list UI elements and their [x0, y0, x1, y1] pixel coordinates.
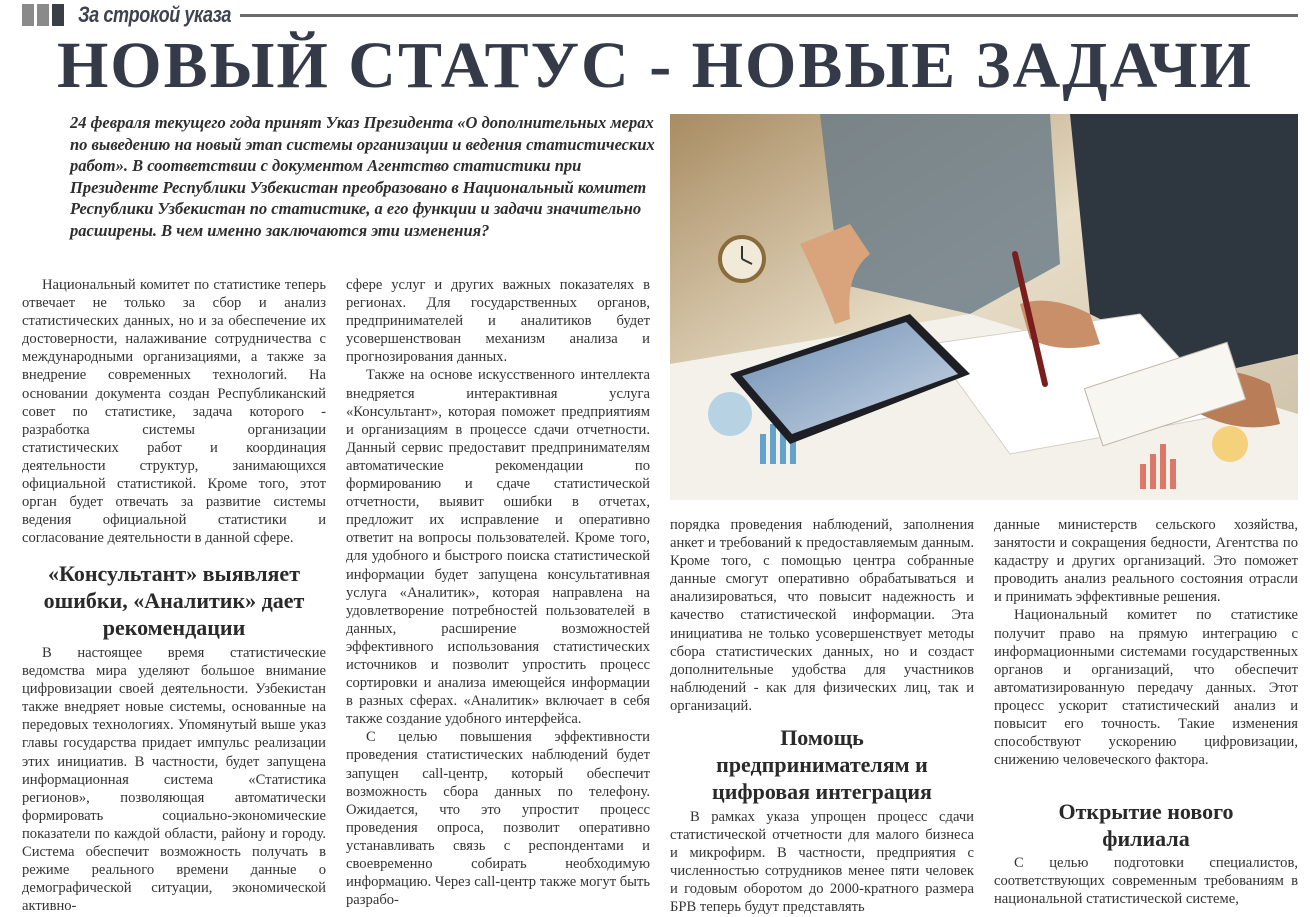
column-2 — [346, 276, 650, 909]
col3-paragraph-2: В рамках указа упрощен процесс сдачи статистической отчетности для малого бизнеса и микрофирм. В частности, предприятия с численностью сотрудников менее пяти человек и годовым оборотом до 2000-кратного размера БРВ теперь будут представлять — [670, 809, 974, 916]
col2-paragraph-1: сфере услуг и других важных показателях в регионах. Для государственных органов, предпринимателей и аналитиков будет усовершенствован механизм анализа и прогнозирования данных. — [346, 277, 650, 366]
col2-paragraph-2: Также на основе искусственного интеллекта внедряется интерактивная услуга «Консультант», которая поможет предприятиям и организациям в процессе сдачи отчетности. Данный сервис предоставит предпринимателям автоматические рекомендации по формированию и сдаче статистической отчетности, выявит ошибки в отчетах, предложит их исправление и оперативно ответит на вопросы пользователей. Кроме того, для удобного и быстрого поиска статистической информации будет запущена консультативная услуга «Аналитик», которая направлена на удовлетворение потребностей пользователей в данных, расширение возможностей эффективного использования статистических источников и позволит упростить процесс сортировки и анализа имеющейся информации в разных сферах. «Аналитик» включает в себя также создание удобного интерфейса. — [346, 367, 650, 728]
col1-paragraph-2: В настоящее время статистические ведомства мира уделяют большое внимание цифровизации своей деятельности. Узбекистан также внедряет новые системы, основанные на передовых технологиях. Упомянутый выше указ главы государства придает импульс реализации этих инициатив. В частности, будет запущена информационная система «Статистика регионов», позволяющая автоматически формировать социально-экономические показатели по каждой области, району и городу. Система обеспечит возможность получать в режиме реального времени данные о демографической ситуации, экономической активно- — [22, 645, 326, 915]
col1-paragraph-1: Национальный комитет по статистике теперь отвечает не только за сбор и анализ статистических данных, но и за обеспечение их достоверности, налаживание сотрудничества с международными организациями, а также за внедрение современных технологий. На основании документа создан Республиканский совет по статистике, задача которого - разработка системы организации статистических работ и координация деятельности структур, занимающихся официальной статистикой. Кроме того, этот орган будет отвечать за развитие системы ведения официальной статистики и согласование деятельности в данной сфере. — [22, 277, 326, 547]
col4-paragraph-1: данные министерств сельского хозяйства, занятости и сокращения бедности, Агентства по кадастру и других организаций. Это поможет проводить анализ реального состояния отрасли и принимать эффективные решения. — [994, 517, 1298, 606]
col4-paragraph-3: С целью подготовки специалистов, соответствующих современным требованиям в национальной статистической системе, — [994, 855, 1298, 908]
kicker-rule — [240, 14, 1298, 17]
column-4-cont — [994, 854, 1298, 908]
section-kicker — [0, 0, 1300, 28]
column-3-cont — [670, 808, 974, 917]
article-lead: 24 февраля текущего года принят Указ Президента «О дополнительных мерах по выведению на новый этап системы организации и ведения статистических работ». В соответствии с документом Агентство статистики при Президенте Республики Узбекистан преобразовано в Национальный комитет Республики Узбекистан по статистике, а его функции и задачи значительно расширены. В чем именно заключаются эти изменения? — [70, 113, 655, 240]
photo-illustration — [670, 114, 1298, 500]
col4-paragraph-2: Национальный комитет по статистике получит право на прямую интеграцию с информационными системами государственных органов и организаций, что обеспечит автоматизированную передачу данных. Этот процесс ускорит статистический анализ и повысит его точность. Такие изменения способствуют ускорению цифровизации, снижению человеческого фактора. — [994, 607, 1298, 769]
kicker-bars — [22, 4, 67, 31]
column-1-cont — [22, 644, 326, 915]
article-photo — [670, 114, 1298, 500]
col3-paragraph-1: порядка проведения наблюдений, заполнения анкет и требований к предоставляемым данным. Кроме того, с помощью центра собранные данные смогут оперативно обрабатываться и анализироваться, что повысит надежность и качество статистической информации. Эта инициатива не только усовершенствует методы сбора статистических данных, но и создаст дополнительные удобства для участников наблюдений - как для физических лиц, так и организаций. — [670, 517, 974, 714]
column-4 — [994, 516, 1298, 769]
article-headline: НОВЫЙ СТАТУС - НОВЫЕ ЗАДАЧИ — [56, 29, 1254, 102]
col1-subheading: «Консультант» выявляет ошибки, «Аналитик» дает рекомендации — [43, 561, 305, 640]
column-1 — [22, 276, 326, 547]
col3-subheading: Помощь предпринимателям и цифровая интеграция — [712, 725, 932, 804]
column-3 — [670, 516, 974, 715]
col4-subheading: Открытие нового филиала — [1058, 799, 1234, 851]
col2-paragraph-3: С целью повышения эффективности проведения статистических наблюдений будет запущен call-центр, который обеспечит возможность сбора данных по телефону. Ожидается, что это упростит процесс проведения опроса, позволит оперативно устанавливать связь с респондентами и своевременно собирать необходимую информацию. Через call-центр также могут быть разрабо- — [346, 729, 650, 909]
kicker-label: За строкой указа — [78, 2, 232, 27]
